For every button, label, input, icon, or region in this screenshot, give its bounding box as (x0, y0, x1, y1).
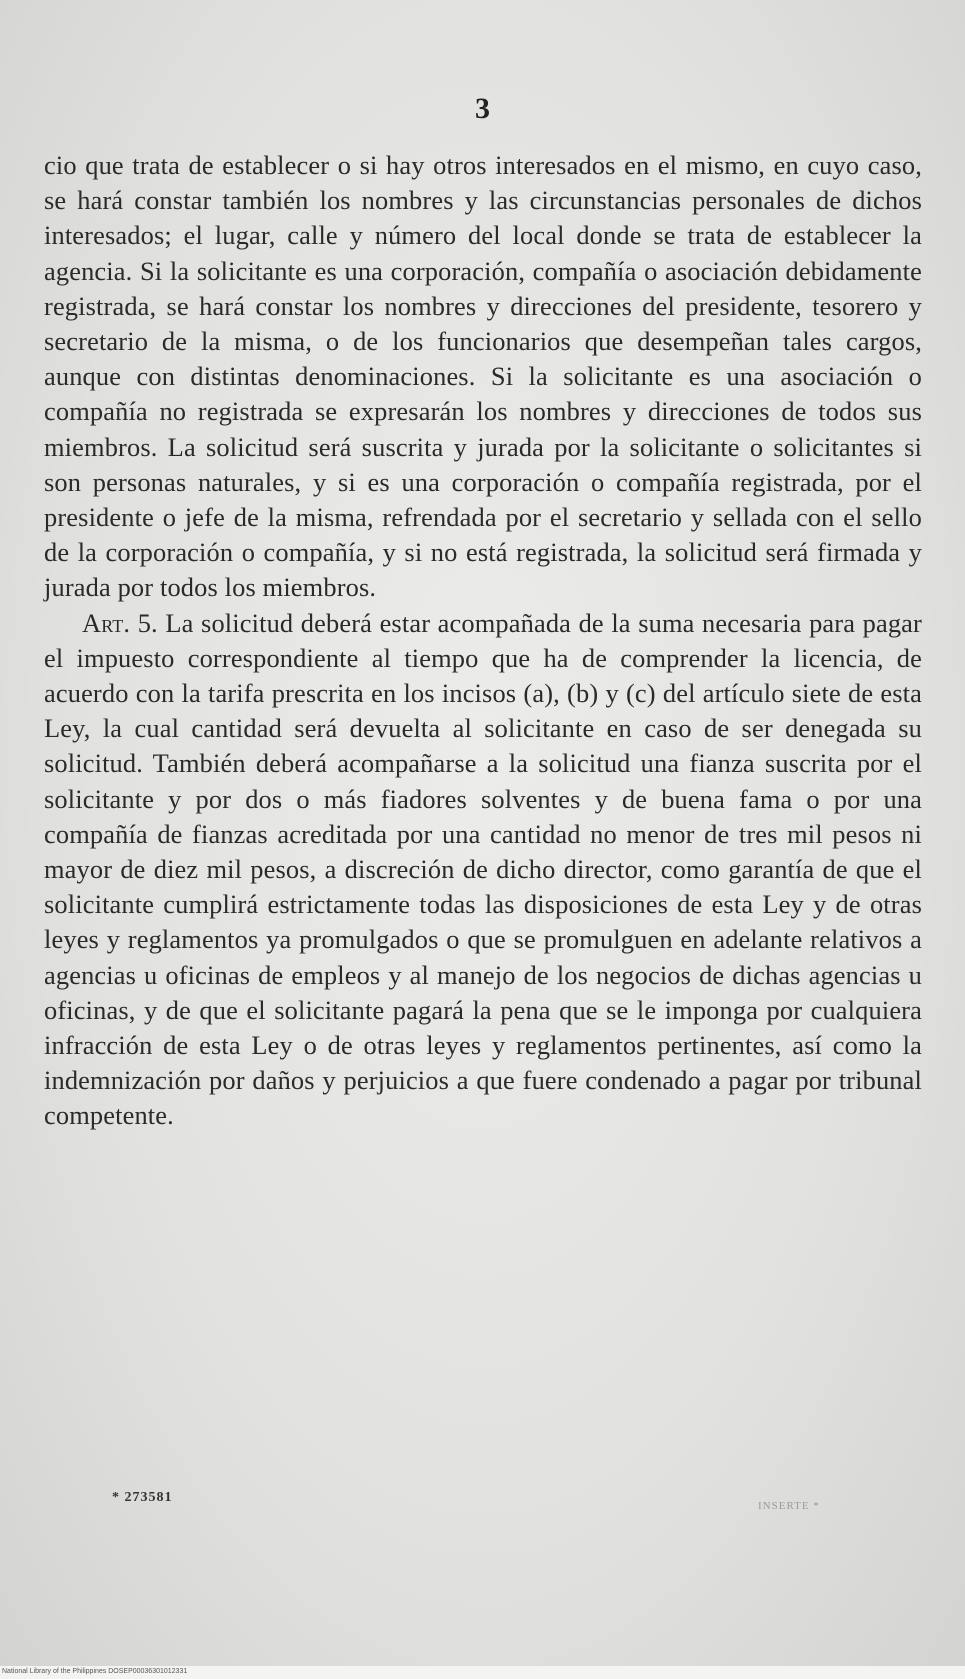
faded-stamp: INSERTE * (758, 1500, 820, 1512)
paragraph-continued: cio que trata de establecer o si hay otros interesados en el mismo, en cuyo caso, se hará constar también los nombres y las circunstancias personales de dichos interesados; el lugar, calle y número del local donde se trata de establecer la agencia. Si la solicitante es una corporación, compañía o asociación debidamente registrada, se hará constar los nombres y direcciones del presidente, tesorero y secretario de la misma, o de los funcionarios que desempeñan tales cargos, aunque con distintas denominaciones. Si la solicitante es una asociación o compañía no registrada se expresarán los nombres y direcciones de todos sus miembros. La solicitud será suscrita y jurada por la solicitante o solicitantes si son personas naturales, y si es una corporación o compañía registrada, por el presidente o jefe de la misma, refrendada por el secretario y sellada con el sello de la corporación o compañía, y si no está registrada, la solicitud será firmada y jurada por todos los miembros. (44, 150, 922, 603)
article-5-text: La solicitud deberá estar acompañada de la suma necesaria para pagar el impuesto correspondiente al tiempo que ha de comprender la licencia, de acuerdo con la tarifa prescrita en los incisos (a), (b) y (c) del artículo siete de esta Ley, la cual cantidad será devuelta al solicitante en caso de ser denegada su solicitud. También deberá acompañarse a la solicitud una fianza suscrita por el solicitante y por dos o más fiadores solventes y de buena fama o por una compañía de fianzas acreditada por una cantidad no menor de tres mil pesos ni mayor de diez mil pesos, a discreción de dicho director, como garantía de que el solicitante cumplirá estrictamente todas las disposiciones de esta Ley y de otras leyes y reglamentos ya promulgados o que se promulguen en adelante relativos a agencias u oficinas de empleos y al manejo de los negocios de dichas agencias u oficinas, y de que el solicitante pagará la pena que se le imponga por cualquiera infracción de esta Ley o de otras leyes y reglamentos pertinentes, así como la indemnización por daños y perjuicios a que fuere condenado a pagar por tribunal competente. (44, 607, 922, 1131)
article-label: Art. 5. (82, 607, 158, 638)
paragraph-article-5 (44, 606, 922, 1134)
print-code: * 273581 (112, 1490, 173, 1505)
scan-credit-text: National Library of the Philippines DOSEP00036301012331 (2, 1668, 188, 1675)
body-text (44, 148, 922, 1134)
page-number: 3 (475, 92, 490, 125)
